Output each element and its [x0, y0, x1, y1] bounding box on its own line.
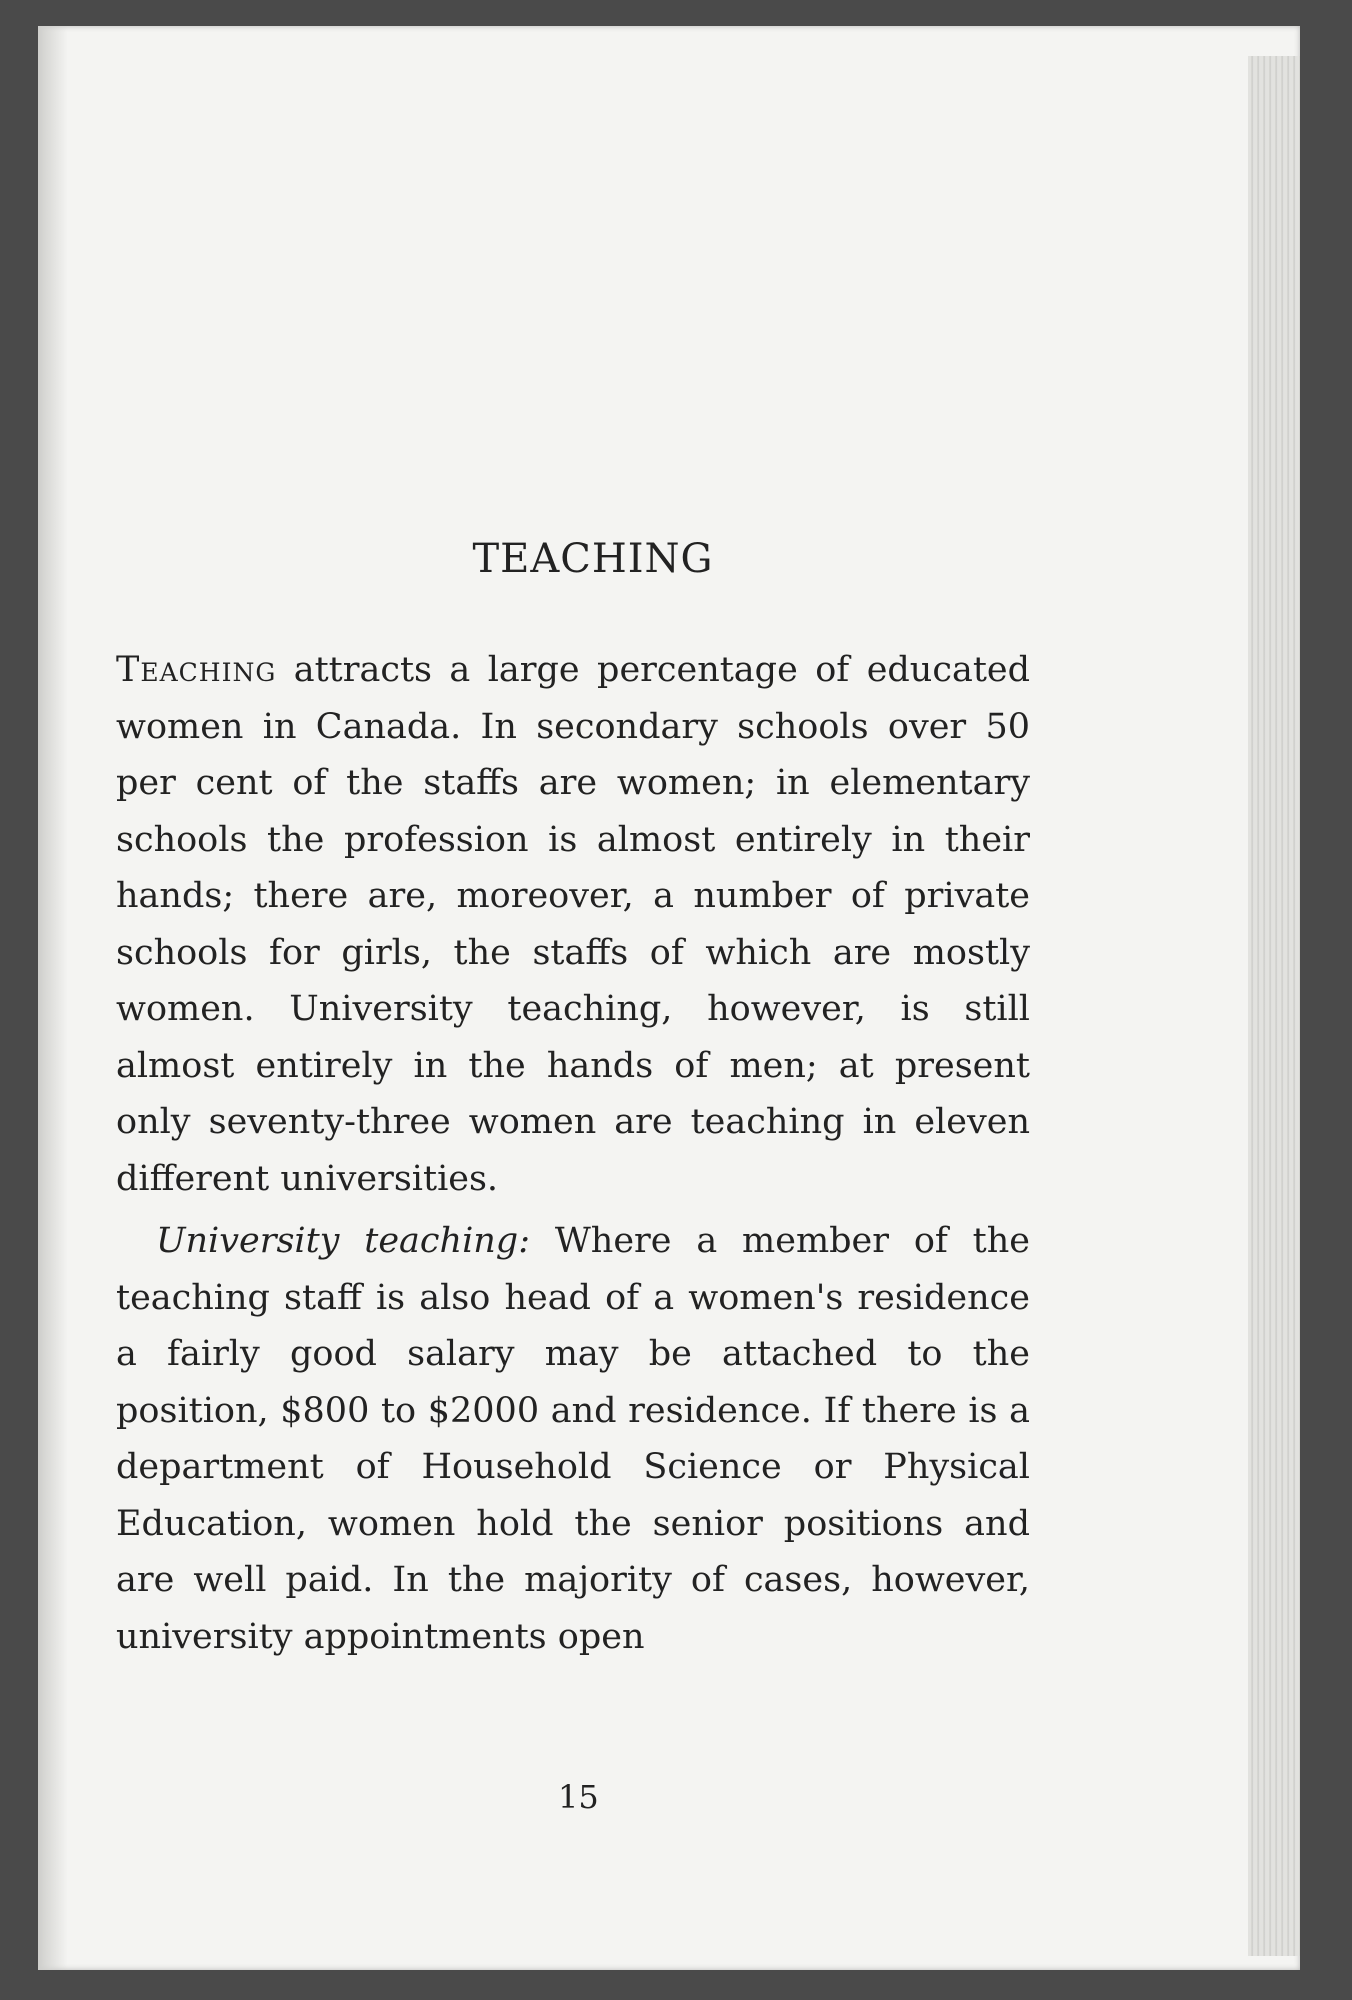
paragraph-2 — [116, 1213, 1030, 1665]
paragraph-1-lead: Teaching — [116, 650, 277, 690]
paragraph-1-text: attracts a large percentage of educated women in Canada. In secondary schools over 50 per cent of the staffs are women; in elementary schools the profession is almost entirely in their hands; there are, moreover, a number of private schools for girls, the staffs of which are mostly women. University teaching, however, is still almost entirely in the hands of men; at present only seventy-three women are teaching in eleven different universities. — [116, 650, 1030, 1199]
text-block — [116, 496, 1030, 1665]
chapter-title: TEACHING — [472, 536, 714, 582]
paragraph-1 — [116, 642, 1030, 1207]
paragraph-2-lead: University teaching: — [156, 1221, 530, 1261]
gutter-shadow — [38, 26, 68, 1970]
paragraph-2-text: Where a member of the teaching staff is also head of a women's residence a fairly good salary may be attached to the position, $800 to $2000 and residence. If there is a department of Household Science or Physical Education, women hold the senior positions and are well paid. In the majority of cases, however, university appointments open — [116, 1221, 1030, 1657]
page-edges — [1248, 56, 1300, 1956]
page-number: 15 — [558, 1778, 599, 1816]
book-page — [38, 26, 1300, 1970]
